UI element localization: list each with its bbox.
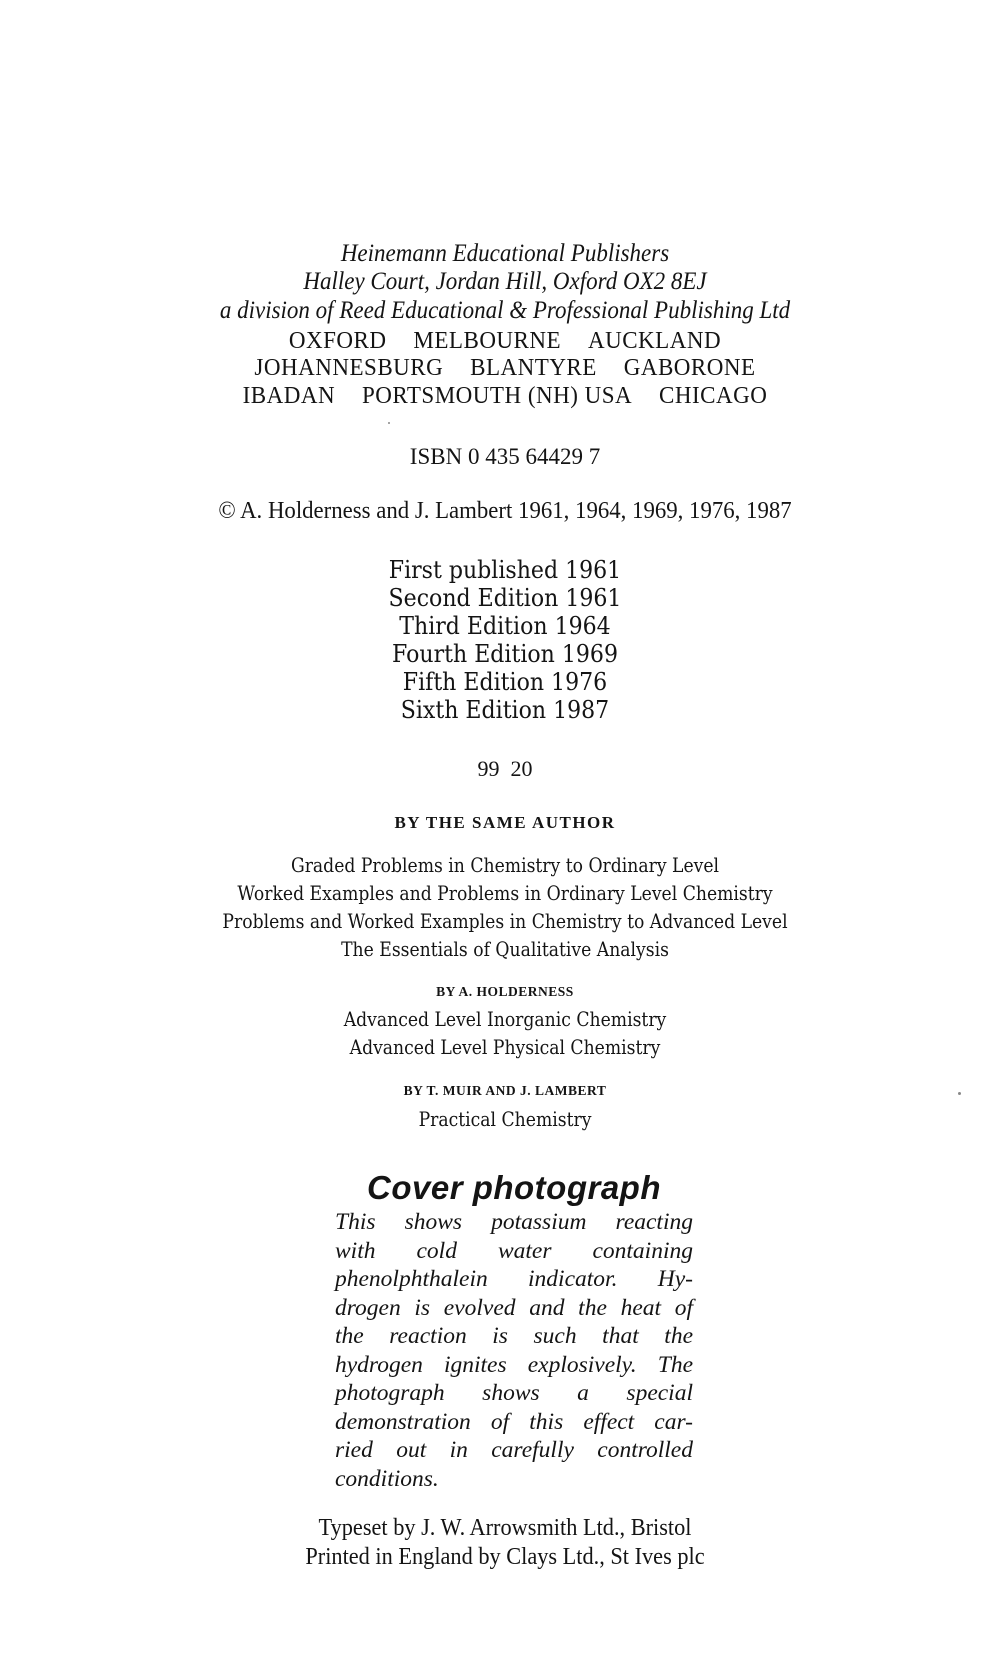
book-title: Worked Examples and Problems in Ordinary Level Chemistry [237,881,773,905]
cover-text-line: conditions. [335,1465,439,1492]
city: OXFORD [288,328,387,354]
city: MELBOURNE [413,328,562,354]
publisher-address: Halley Court, Jordan Hill, Oxford OX2 8EJ [303,268,707,295]
city: AUCKLAND [587,328,722,354]
city: GABORONE [623,355,756,381]
edition-line: First published 1961 [388,555,622,584]
city: BLANTYRE [470,355,597,381]
edition-line: Fifth Edition 1976 [402,667,608,696]
cover-photograph-text [335,1208,693,1493]
printed-credit: Printed in England by Clays Ltd., St Ives plc [305,1544,705,1570]
scan-speck [388,422,390,424]
city: CHICAGO [659,383,768,409]
cities-row-2 [20,355,990,382]
section-heading: BY T. MUIR AND J. LAMBERT [403,1083,607,1098]
book-title: The Essentials of Qualitative Analysis [341,937,669,961]
cities-row-3 [20,383,990,410]
city: JOHANNESBURG [254,355,444,381]
section-heading: BY THE SAME AUTHOR [394,813,616,832]
cover-text-line: drogen is evolved and the heat of [335,1294,693,1321]
cover-text-line: photograph shows a special [335,1380,693,1406]
cover-text-line: demonstration of this effect car- [335,1408,693,1435]
book-title: Problems and Worked Examples in Chemistry to Advanced Level [222,909,788,933]
edition-line: Third Edition 1964 [399,611,611,640]
book-title: Advanced Level Physical Chemistry [349,1035,661,1059]
isbn: ISBN 0 435 64429 7 [409,444,601,469]
cover-text-line: phenolphthalein indicator. Hy- [335,1266,693,1292]
publisher-name: Heinemann Educational Publishers [340,240,670,267]
cover-text-line: This shows potassium reacting [335,1209,693,1235]
cover-photograph-title: Cover photograph [367,1169,661,1206]
edition-line: Second Edition 1961 [388,583,622,612]
section-heading: BY A. HOLDERNESS [436,984,574,999]
cover-text-line: with cold water containing [335,1237,693,1264]
edition-line: Sixth Edition 1987 [400,695,610,724]
book-title: Practical Chemistry [418,1107,592,1131]
city: PORTSMOUTH (NH) USA [361,383,633,409]
cover-photograph-note [335,1168,693,1493]
cover-text-line: the reaction is such that the [335,1323,693,1349]
publisher-division: a division of Reed Educational & Professional Publishing Ltd [219,297,791,324]
book-title: Advanced Level Inorganic Chemistry [343,1007,667,1031]
city: IBADAN [242,383,336,409]
cover-text-line: hydrogen ignites explosively. The [335,1351,693,1378]
typeset-credit: Typeset by J. W. Arrowsmith Ltd., Bristol [318,1515,692,1541]
cover-text-line: ried out in carefully controlled [335,1437,693,1463]
copyright-notice: © A. Holderness and J. Lambert 1961, 1964, 1969, 1976, 1987 [218,498,792,524]
book-title: Graded Problems in Chemistry to Ordinary Level [290,853,720,877]
scan-speck [958,1092,961,1095]
printing-code: 99 20 [477,756,533,781]
edition-line: Fourth Edition 1969 [392,639,618,668]
cities-row-1 [20,328,990,355]
